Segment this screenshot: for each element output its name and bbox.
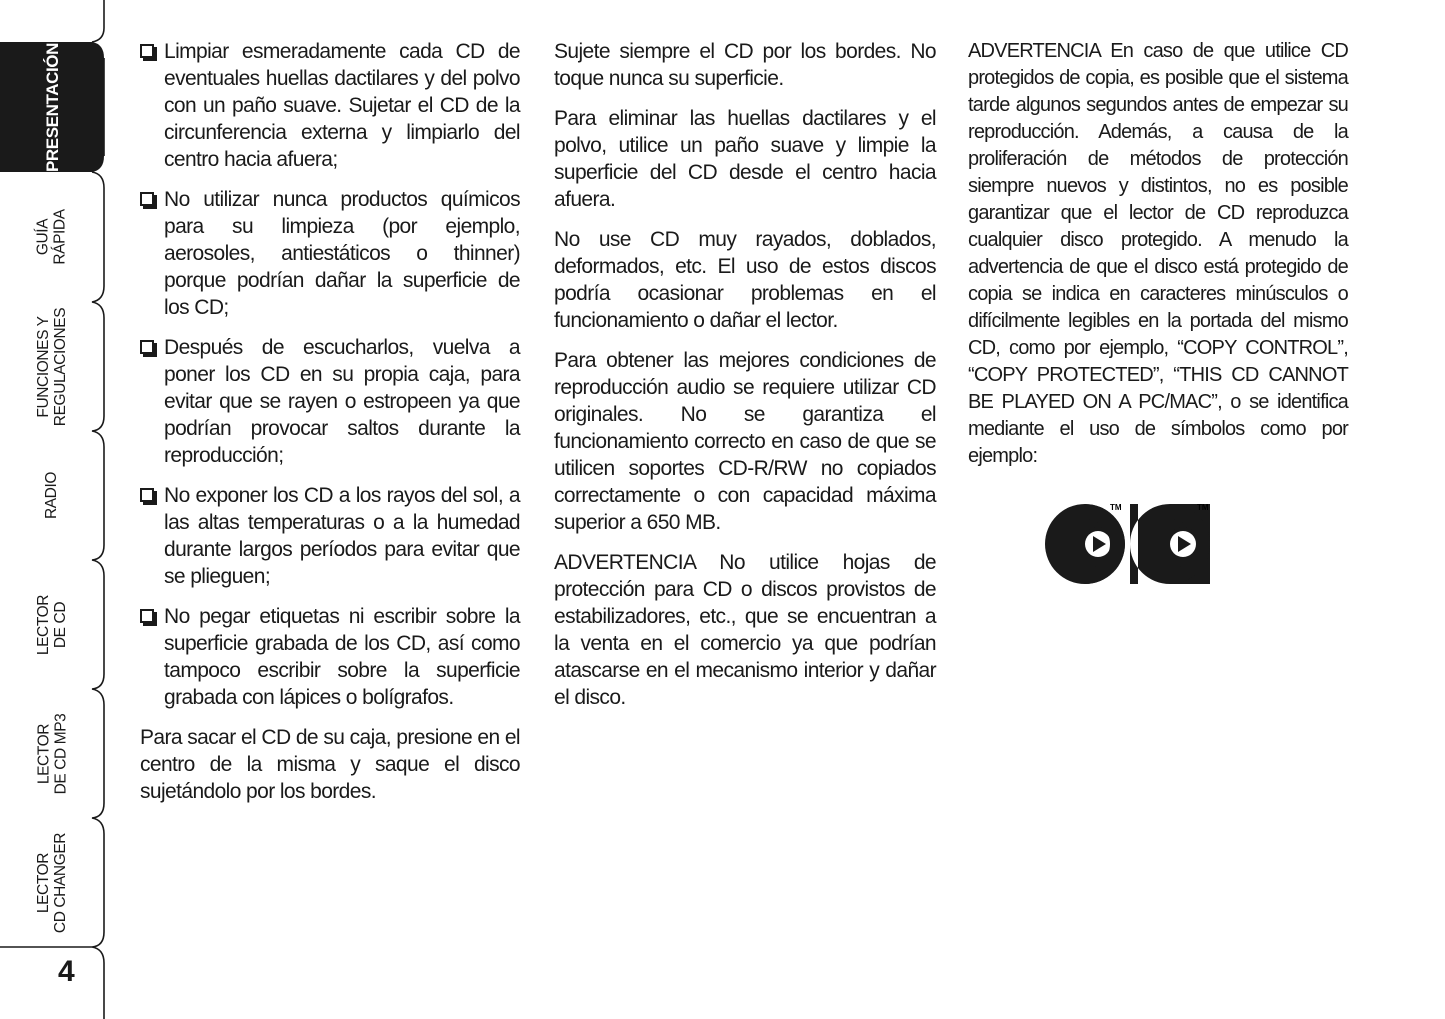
checkbox-bullet-icon [140,488,154,502]
checkbox-bullet-icon [140,44,154,58]
checkbox-bullet-icon [140,192,154,206]
tab-guia-rapida-label: GUÍA RÁPIDA [35,209,69,265]
tab-radio-label: RADIO [43,471,61,520]
tab-presentacion-label: PRESENTACIÓN [42,42,62,172]
text-column-1 [140,38,520,818]
page-number: 4 [58,955,75,988]
trademark-label: TM [1110,503,1122,512]
paragraph: Para sacar el CD de su caja, presione en el centro de la misma y saque el disco sujetándolo por los bordes. [140,726,520,803]
paragraph: ADVERTENCIA No utilice hojas de protección para CD o discos provistos de estabilizadores, etc., que se encuentran a la venta en el comercio ya que podrían atascarse en el mecanismo interior y dañar el disco. [554,551,936,709]
tab-guia-rapida[interactable] [0,172,104,302]
tab-lector-cd-changer[interactable] [0,818,104,947]
checkbox-bullet-icon [140,609,154,623]
bullet-item: No pegar etiquetas ni escribir sobre la superficie grabada de los CD, así como tampoco escribir sobre la superficie grabada con lápices o bolígrafos. [140,603,520,711]
checkbox-bullet-icon [140,340,154,354]
tab-lector-cd[interactable] [0,560,104,689]
paragraph: Sujete siempre el CD por los bordes. No toque nunca su superficie. [554,40,936,90]
tab-radio[interactable] [0,431,104,560]
paragraph: Para obtener las mejores condiciones de reproducción audio se requiere utilizar CD originales. No se garantiza el funcionamiento correcto en caso de que se utilicen soportes CD-R/RW no copiados correctamente o con capacidad máxima superior a 650 MB. [554,349,936,534]
paragraph: ADVERTENCIA En caso de que utilice CD protegidos de copia, es posible que el sistema tarde algunos segundos antes de empezar su reproducción. Además, a causa de la proliferación de métodos de protección siempre nuevos y distintos, no es posible garantizar que el lector de CD reproduzca cualquier disco protegido. A menudo la advertencia de que el disco está protegido de copia se indica en caracteres minúsculos o difícilmente legibles en la portada del mismo CD, como por ejemplo, “COPY CONTROL”, “COPY PROTECTED”, “THIS CD CANNOT BE PLAYED ON A PC/MAC”, o se identifica mediante el uso de símbolos como por ejemplo: [968,40,1348,467]
bullet-item: Después de escucharlos, vuelva a poner los CD en su propia caja, para evitar que se rayen o estropeen ya que podrían provocar saltos durante la reproducción; [140,334,520,469]
bullet-item: No utilizar nunca productos químicos para su limpieza (por ejemplo, aerosoles, antiestáticos o thinner) porque podrían dañar la superficie de los CD; [140,186,520,321]
copy-protected-cd-symbols [1040,498,1220,590]
text-column-2 [554,38,936,724]
bullet-item: No exponer los CD a los rayos del sol, a las altas temperaturas o a la humedad durante largos períodos para evitar que se plieguen; [140,482,520,590]
copy-control-circle-icon [1045,503,1125,584]
tab-funciones-regulaciones[interactable] [0,302,104,431]
paragraph: No use CD muy rayados, doblados, deformados, etc. El uso de estos discos podría ocasionar problemas en el funcionamiento o dañar el lector. [554,228,936,332]
paragraph: Para eliminar las huellas dactilares y el polvo, utilice un paño suave y limpie la superficie del CD desde el centro hacia afuera. [554,107,936,211]
trademark-label: TM [1197,503,1209,512]
tab-funciones-label: FUNCIONES Y REGULACIONES [35,307,69,426]
tab-lector-cd-label: LECTOR DE CD [34,594,69,655]
chapter-tabs-sidebar [0,0,106,1019]
copy-protected-square-icon [1130,503,1210,584]
bullet-item: Limpiar esmeradamente cada CD de eventuales huellas dactilares y del polvo con un paño suave. Sujetar el CD de la circunferencia externa y limpiarlo del centro hacia afuera; [140,38,520,173]
tab-lector-mp3-label: LECTOR DE CD MP3 [35,713,69,794]
tab-cd-changer-label: LECTOR CD CHANGER [34,832,69,933]
text-column-3 [968,38,1348,483]
tab-presentacion[interactable] [0,42,104,172]
tab-lector-cd-mp3[interactable] [0,689,104,818]
